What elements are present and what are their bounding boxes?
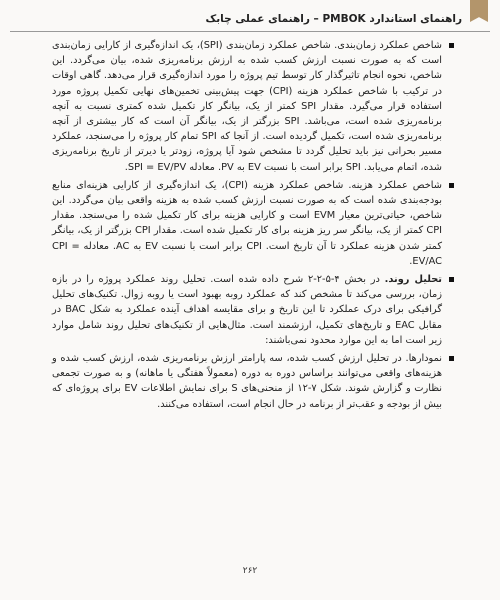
bullet-item-spi xyxy=(52,38,454,175)
square-bullet-icon xyxy=(449,356,454,361)
paragraph-text: در بخش ۴-۵-۲-۲ شرح داده شده است. تحلیل روند عملکرد پروژه را در بازه زمان، بررسی می‌کند تا مشخص کند که عملکرد روبه بهبود است یا روبه زوال. تکنیک‌های تحلیل گرافیکی برای درک عملکرد تا این تاریخ و برای مقایسه اهداف آینده عملکرد به شکل BAC در مقابل EAC و تاریخ‌های تکمیل، ارزشمند است. مثال‌هایی از تکنیک‌های تحلیل روند شامل موارد زیر است اما به این موارد محدود نمی‌باشند: xyxy=(52,274,442,346)
paragraph-text: نمودارها. در تحلیل ارزش کسب شده، سه پارامتر ارزش برنامه‌ریزی شده، ارزش کسب شده و هزینه‌های واقعی می‌توانند براساس دوره به دوره (معمولاً هفتگی یا ماهانه) و به صورت تجمعی نظارت و گزارش شوند. شکل ۷-۱۲ از منحنی‌های S برای نمایش اطلاعات EV برای پروژه‌ای که بیش از بودجه و عقب‌تر از برنامه در حال انجام است، استفاده می‌کنند. xyxy=(52,353,442,410)
square-bullet-icon xyxy=(449,277,454,282)
bullet-item-cpi xyxy=(52,178,454,269)
square-bullet-icon xyxy=(449,183,454,188)
page-header xyxy=(10,6,490,32)
header-title: راهنمای استاندارد PMBOK – راهنمای عملی چابک xyxy=(205,12,462,25)
bullet-item-trend-analysis xyxy=(52,272,454,348)
paragraph-text: شاخص عملکرد زمان‌بندی. شاخص عملکرد زمان‌بندی (SPI)، یک اندازه‌گیری از کارایی زمان‌بندی است که به صورت نسبت ارزش کسب شده به ارزش برنامه‌ریزی شده، بیان می‌گردد. این شاخص، نحوه انجام تاثیرگذار کار توسط تیم پروژه را مورد اندازه‌گیری قرار می‌دهد. گاهی اوقات در ترکیب با شاخص عملکرد هزینه (CPI) جهت پیش‌بینی تخمین‌های نهایی تکمیل پروژه مورد استفاده قرار می‌گیرد. مقدار SPI کمتر از یک، بیانگر کار تکمیل شده کمتری نسبت به آنچه برنامه‌ریزی شده است، می‌باشد. SPI بزرگتر از یک، بیانگر آن است که کار بیشتری از آنچه برنامه‌ریزی شده است، تکمیل گردیده است. از آنجا که SPI تمام کار پروژه را می‌سنجد، عملکرد مسیر بحرانی نیز باید تحلیل گردد تا مشخص شود آیا پروژه، زودتر یا دیرتر از تاریخ برنامه‌ریزی شده، اتمام می‌یابد. SPI برابر است با نسبت EV به PV. معادله SPI = EV/PV. xyxy=(52,40,442,173)
page-number: ۲۶۲ xyxy=(242,566,258,576)
paragraph-lead: تحلیل روند. xyxy=(384,274,442,286)
page-content xyxy=(52,38,454,415)
square-bullet-icon xyxy=(449,43,454,48)
bullet-item-charts xyxy=(52,351,454,412)
bookmark-ribbon-icon xyxy=(470,0,488,22)
paragraph-text: شاخص عملکرد هزینه. شاخص عملکرد هزینه (CPI)، یک اندازه‌گیری از کارایی هزینه‌ای منابع بودجه‌بندی شده است که به صورت نسبت ارزش کسب شده به هزینه واقعی بیان می‌گردد. این شاخص، حیاتی‌ترین معیار EVM است و کارایی هزینه برای کار تکمیل شده را می‌سنجد. مقدار CPI کمتر از یک، بیانگر سر ریز هزینه برای کار تکمیل شده است. مقدار CPI بزرگتر از یک، بیانگر کمتر شدن هزینه عملکرد تا آن تاریخ است. CPI برابر است با نسبت EV به AC. معادله CPI = EV/AC. xyxy=(52,179,442,267)
